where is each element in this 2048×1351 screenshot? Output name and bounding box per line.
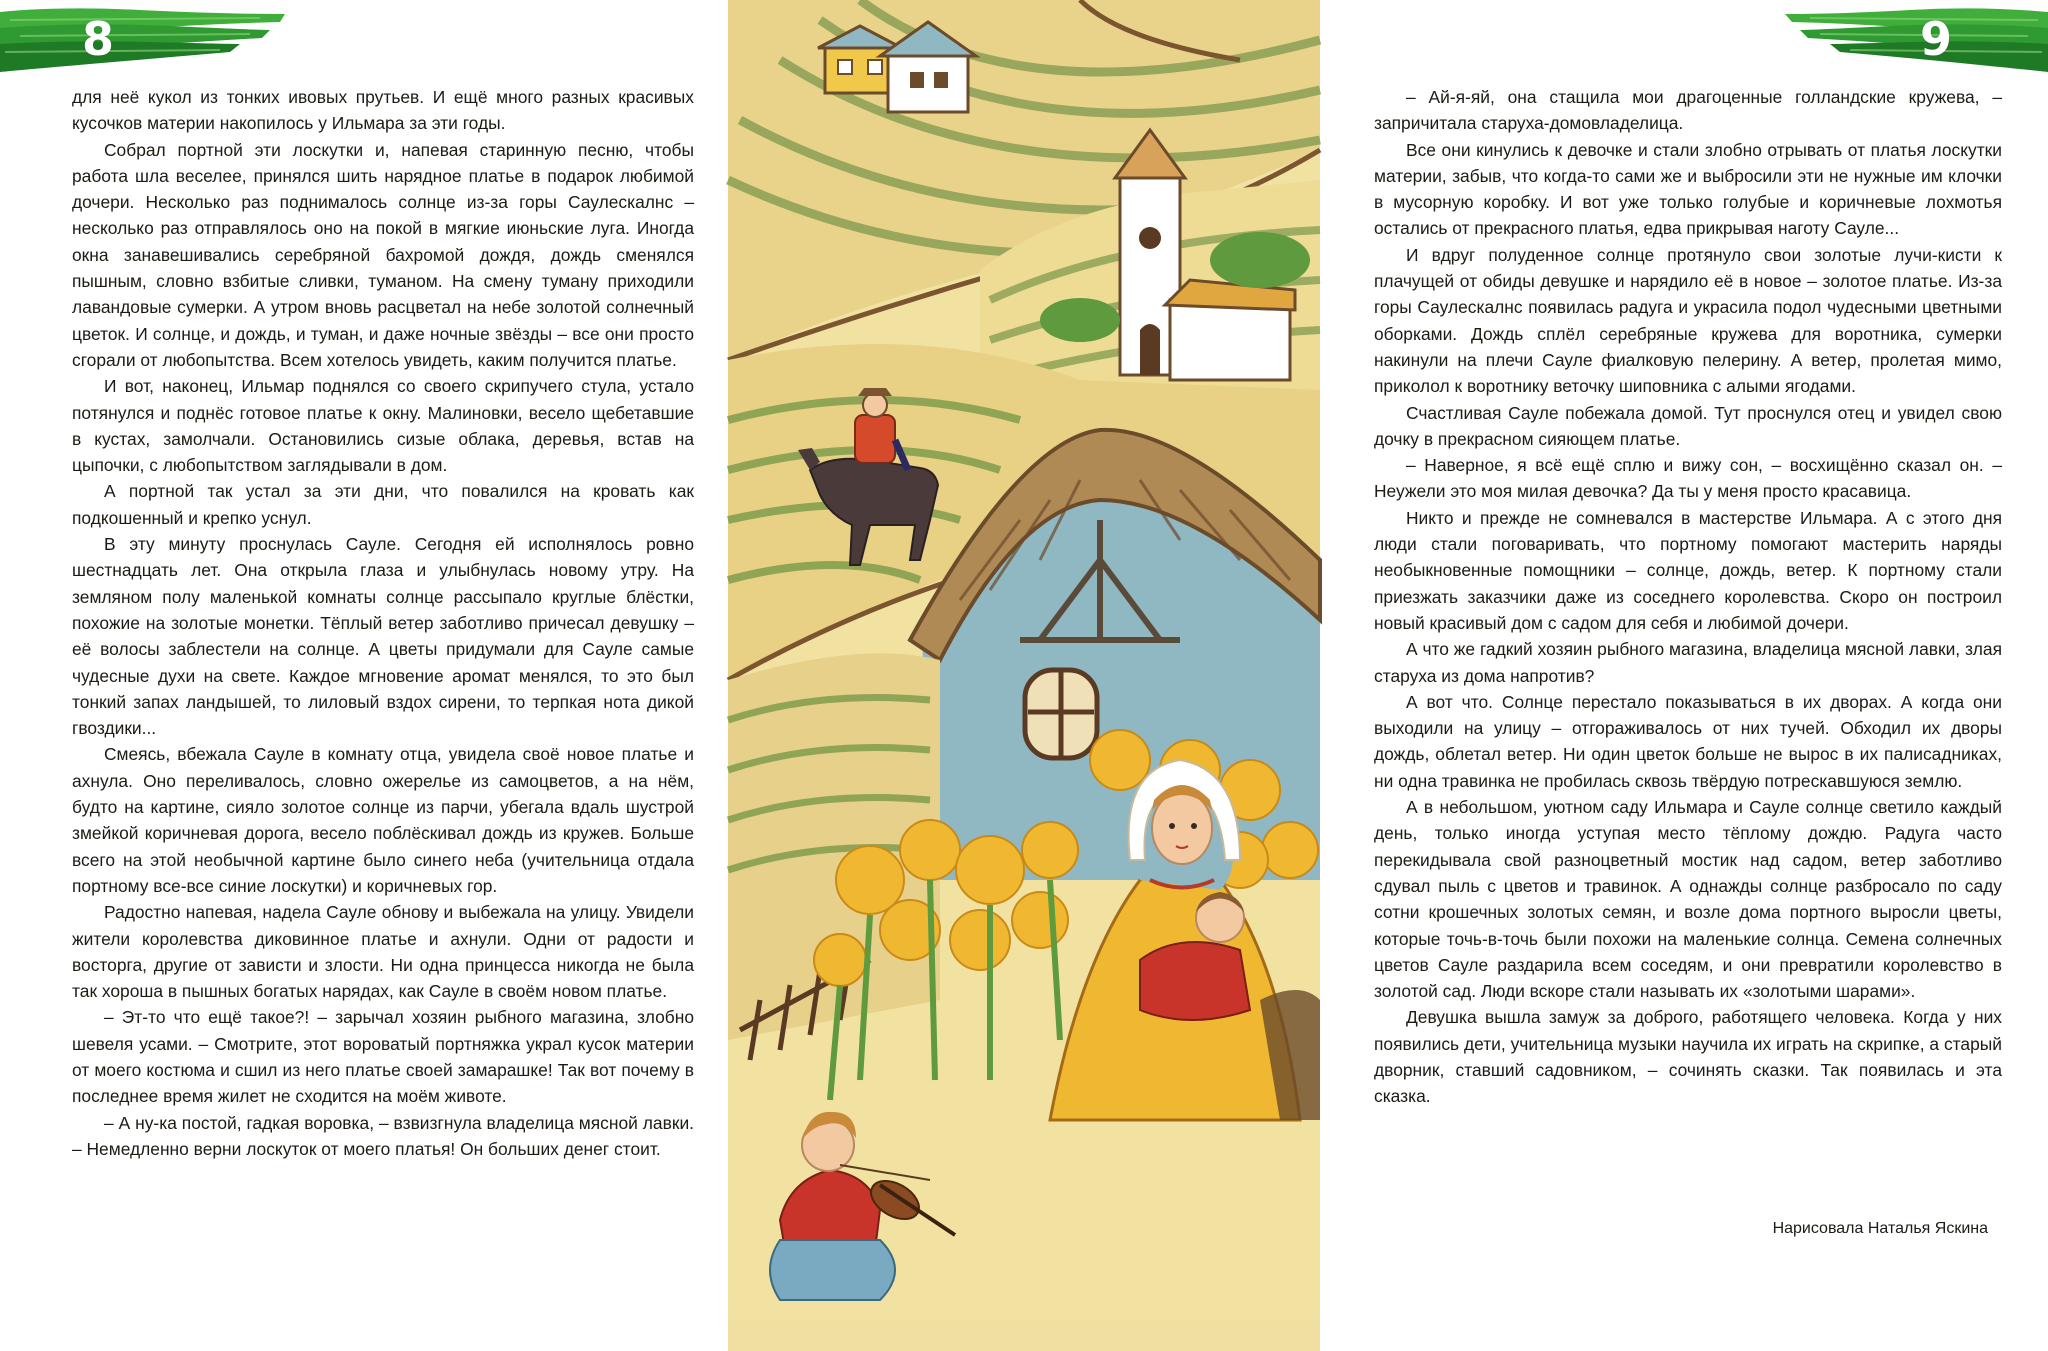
paragraph: Радостно напевая, надела Сауле обнову и выбежала на улицу. Увидели жители королевства диковинное платье и ахнули. Одни от радости и восторга, другие от зависти и злости. Ни одна принцесса никогда не была так хороша в пышных богатых нарядах, как Сауле в своём новом платье.: [72, 902, 694, 1002]
painted-village-scene: [720, 0, 1328, 1351]
green-brush-stroke-right: [1780, 0, 2048, 80]
paragraph: Девушка вышла замуж за доброго, работящего человека. Когда у них появились дети, учительница музыки научила их играть на скрипке, а старый дворник, ставший садовником, – сочинять сказки. Так появилась и эта сказка.: [1374, 1007, 2002, 1107]
paragraph: Собрал портной эти лоскутки и, напевая старинную песню, чтобы работа шла веселее, принялся шить нарядное платье в подарок любимой дочери. Несколько раз поднималось солнце из-за горы Саулескалнс – несколько раз отправлялось оно на покой в мягкие июньские луга. Иногда окна занавешивались серебряной бахромой дождя, дождь сменялся пышным, словно взбитые сливки, туманом. На смену туману приходили лавандовые сумерки. А утром вновь расцветал на небе золотой солнечный цветок. И солнце, и дождь, и туман, и даже ночные звёзды – все они просто сгорали от любопытства. Всем хотелось увидеть, каким получится платье.: [72, 139, 694, 370]
paragraph: Никто и прежде не сомневался в мастерстве Ильмара. А с этого дня люди стали поговаривать, что портному помогают мастерить наряды необыкновенные помощники – солнце, дождь, ветер. К портному стали приезжать заказчики даже из соседнего королевства. Скоро он построил новый красивый дом с садом для себя и любимой дочери.: [1374, 507, 2002, 633]
paragraph: В эту минуту проснулась Сауле. Сегодня ей исполнялось ровно шестнадцать лет. Она открыла глаза и улыбнулась новому утру. На земляном полу маленькой комнаты солнце рассыпало круглые блёстки, похожие на золотые монетки. Тёплый ветер заботливо причесал девушку – её волосы заблестели на солнце. А цветы придумали для Сауле самые чудесные духи на свете. Каждое мгновение аромат менялся, то это был тонкий запах ландышей, то лиловый вздох сирени, то терпкая нота дикой гвоздики...: [72, 534, 694, 739]
paragraph: Счастливая Сауле побежала домой. Тут проснулся отец и увидел свою дочку в прекрасном сияющем платье.: [1374, 402, 2002, 449]
paragraph: А вот что. Солнце перестало показываться в их дворах. А когда они выходили на улицу – отгораживалось от них тучей. Обходил их дворы дождь, облетал ветер. Ни один цветок больше не вырос в их палисадниках, ни одна травинка не пробилась сквозь твёрдую потрескавшуюся землю.: [1374, 691, 2002, 791]
paragraph: А что же гадкий хозяин рыбного магазина, владелица мясной лавки, злая старуха из дома напротив?: [1374, 639, 2002, 686]
illustrator-credit: Нарисовала Наталья Яскина: [1772, 1220, 1988, 1237]
story-text-column: [1374, 84, 2002, 1110]
paragraph: А в небольшом, уютном саду Ильмара и Сауле солнце светило каждый день, только иногда уступая место тёплому дождю. Радуга часто перекидывала свой разноцветный мостик над садом, ветер заботливо сдувал пыль с цветов и травинок. А однажды солнце разбросало по саду сотни крошечных золотых семян, и возле дома портного выросли цветы, которые точь-в-точь были похожи на маленькие солнца. Семена солнечных цветов Сауле раздарила всем соседям, и они превратили королевство в золотой сад. Люди вскоре стали называть их «золотыми шарами».: [1374, 797, 2002, 1002]
paragraph: И вдруг полуденное солнце протянуло свои золотые лучи-кисти к плачущей от обиды девушке и нарядило её в новое – золотое платье. Из-за горы Саулескалнс появилась радуга и украсила подол чудесными цветными оборками. Дождь сплёл серебряные кружева для воротника, сумерки накинули на плечи Сауле фиалковую пелерину. А ветер, пролетая мимо, приколол к воротнику веточку шиповника с алыми ягодами.: [1374, 244, 2002, 397]
paragraph: Смеясь, вбежала Сауле в комнату отца, увидела своё новое платье и ахнула. Оно переливалось, словно ожерелье из самоцветов, а на нём, будто на картине, сияло золотое солнце из парчи, убегала вдаль шустрой змейкой коричневая дорога, весело поблёскивал дождь из кружев. Больше всего на этой необычной картине было синего неба (учительница отдала портному все-все синие лоскутки) и коричневых гор.: [72, 744, 694, 896]
story-illustration: [720, 0, 1328, 1351]
paragraph: – Эт-то что ещё такое?! – зарычал хозяин рыбного магазина, злобно шевеля усами. – Смотрите, этот вороватый портняжка украл кусок материи от моего костюма и сшил из него платье своей замарашке! Так вот почему в последнее время жилет не сходится на моём животе.: [72, 1007, 694, 1107]
paragraph: А портной так устал за эти дни, что повалился на кровать как подкошенный и крепко уснул.: [72, 481, 694, 528]
paragraph: для неё кукол из тонких ивовых прутьев. И ещё много разных красивых кусочков материи накопилось у Ильмара за эти годы.: [72, 87, 694, 134]
page-number: 9: [1920, 12, 1954, 66]
paragraph: – А ну-ка постой, гадкая воровка, – взвизгнула владелица мясной лавки. – Немедленно верни лоскуток от моего платья! Он больших денег стоит.: [72, 1112, 694, 1159]
right-page: [1328, 0, 2048, 1351]
paragraph: И вот, наконец, Ильмар поднялся со своего скрипучего стула, устало потянулся и поднёс готовое платье к окну. Малиновки, весело щебетавшие в кустах, замолчали. Остановились сизые облака, деревья, встав на цыпочки, с любопытством заглядывали в дом.: [72, 376, 694, 476]
page-number: 8: [82, 12, 116, 66]
left-page: [0, 0, 720, 1351]
green-brush-stroke-left: [0, 0, 290, 80]
paragraph: – Ай-я-яй, она стащила мои драгоценные голландские кружева, – запричитала старуха-домовладелица.: [1374, 87, 2002, 134]
paragraph: Все они кинулись к девочке и стали злобно отрывать от платья лоскутки материи, забыв, что когда-то сами же и выбросили эти не нужные им клочки в мусорную коробку. И вот уже только голубые и коричневые лохмотья остались от прекрасного платья, едва прикрывая наготу Сауле...: [1374, 139, 2002, 239]
story-text-column: [72, 84, 694, 1162]
paragraph: – Наверное, я всё ещё сплю и вижу сон, – восхищённо сказал он. – Неужели это моя милая девочка? Да ты у меня просто красавица.: [1374, 455, 2002, 502]
